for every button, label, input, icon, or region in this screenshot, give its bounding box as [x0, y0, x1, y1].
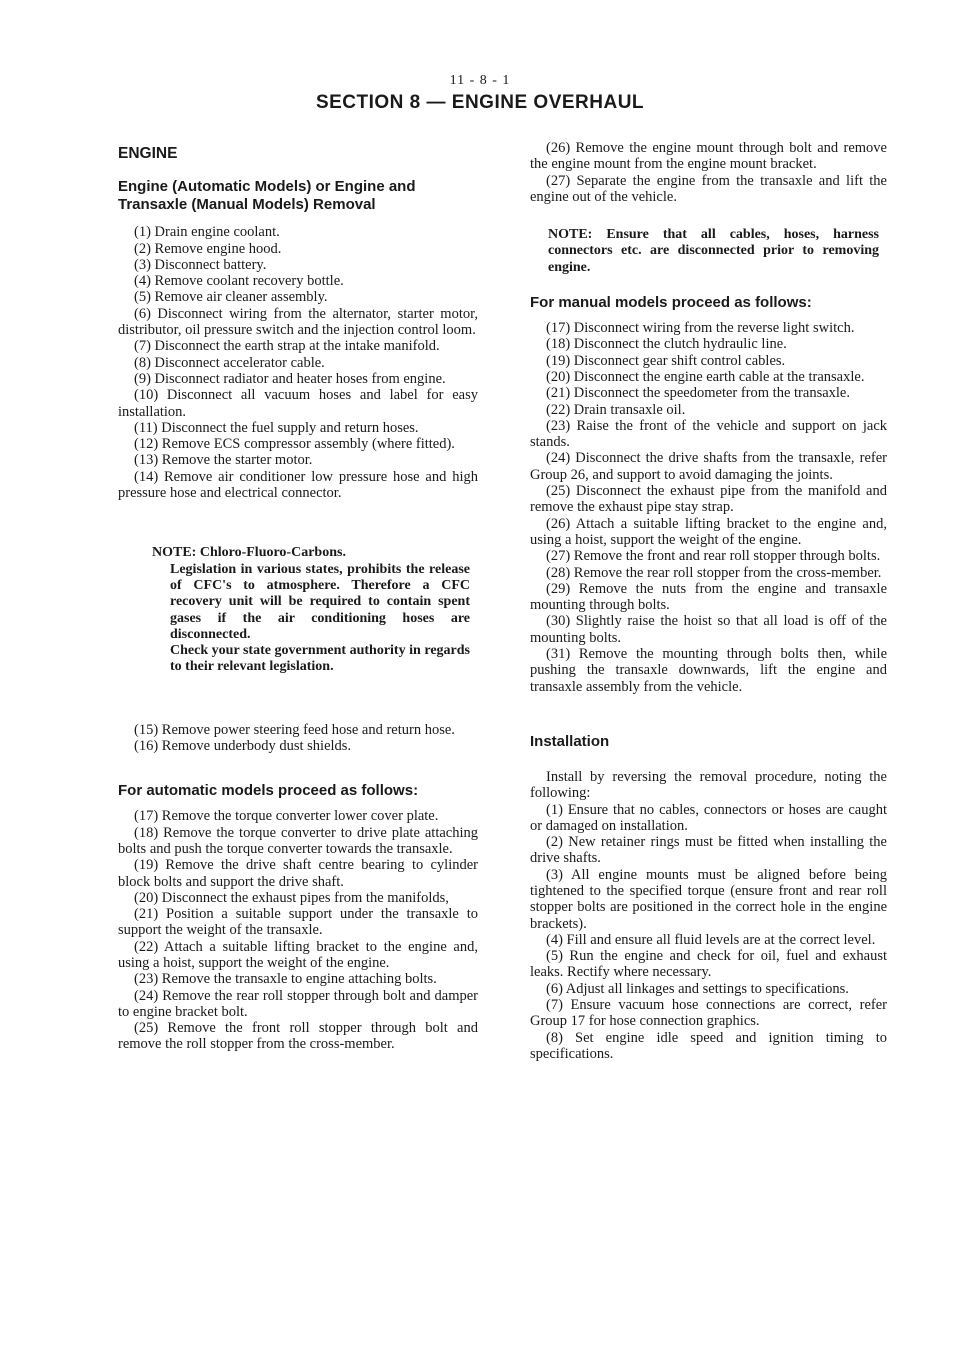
- step-item: (21) Disconnect the speedometer from the transaxle.: [546, 385, 850, 402]
- step-item: (3) Disconnect battery.: [134, 256, 267, 273]
- step-item: (14) Remove air conditioner low pressure hose and high pressure hose and electrical connector.: [118, 468, 478, 502]
- heading-installation: Installation: [530, 732, 610, 750]
- step-item: (25) Remove the front roll stopper through bolt and remove the roll stopper from the cross-member.: [118, 1020, 478, 1053]
- step-item: (27) Separate the engine from the transaxle and lift the engine out of the vehicle.: [530, 172, 887, 205]
- step-item: (6) Disconnect wiring from the alternator, starter motor, distributor, oil pressure switch and the injection control loom.: [118, 305, 478, 339]
- right-column: [530, 140, 887, 1062]
- note-disconnect: [548, 227, 879, 276]
- step-item: (7) Ensure vacuum hose connections are correct, refer Group 17 for hose connection graphics.: [530, 997, 887, 1030]
- step-item: (13) Remove the starter motor.: [134, 452, 313, 469]
- step-item: (21) Position a suitable support under the transaxle to support the weight of the transaxle.: [118, 906, 478, 939]
- step-item: (5) Run the engine and check for oil, fuel and exhaust leaks. Rectify where necessary.: [530, 948, 887, 981]
- step-item: (22) Attach a suitable lifting bracket to the engine and, using a hoist, support the weight of the engine.: [118, 938, 478, 971]
- note-cfc-check: Check your state government authority in regards to their relevant legislation.: [170, 643, 470, 675]
- step-item: (4) Fill and ensure all fluid levels are at the correct level.: [546, 931, 876, 948]
- step-item: (1) Drain engine coolant.: [134, 224, 280, 241]
- step-item: (26) Remove the engine mount through bolt and remove the engine mount from the engine mount bracket.: [530, 140, 887, 173]
- step-item: (29) Remove the nuts from the engine and transaxle mounting through bolts.: [530, 580, 887, 614]
- heading-manual: For manual models proceed as follows:: [530, 294, 812, 312]
- step-item: (18) Remove the torque converter to drive plate attaching bolts and push the torque converter towards the transaxle.: [118, 824, 478, 857]
- step-item: (4) Remove coolant recovery bottle.: [134, 273, 344, 290]
- steps-list-automatic: [118, 808, 478, 1052]
- step-item: (20) Disconnect the exhaust pipes from the manifolds,: [134, 889, 449, 906]
- step-item: (26) Attach a suitable lifting bracket to the engine and, using a hoist, support the weight of the engine.: [530, 515, 887, 548]
- step-item: (24) Disconnect the drive shafts from the transaxle, refer Group 26, and support to avoid damaging the joints.: [530, 450, 887, 483]
- step-item: (31) Remove the mounting through bolts then, while pushing the transaxle downwards, lift the engine and transaxle assembly from the vehicle.: [530, 646, 887, 695]
- step-item: (8) Set engine idle speed and ignition timing to specifications.: [530, 1029, 887, 1062]
- step-item: (24) Remove the rear roll stopper through bolt and damper to engine bracket bolt.: [118, 987, 478, 1020]
- heading-removal: Engine (Automatic Models) or Engine and Transaxle (Manual Models) Removal: [118, 178, 416, 214]
- step-item: (30) Slightly raise the hoist so that all load is off of the mounting bolts.: [530, 613, 887, 646]
- note-cfc-body: Legislation in various states, prohibits the release of CFC's to atmosphere. Therefore a CFC recovery unit will be required to contain spent gases if the air conditioning hoses are disconnected.: [170, 561, 470, 642]
- step-item: (5) Remove air cleaner assembly.: [134, 289, 328, 306]
- step-item: (2) New retainer rings must be fitted when installing the drive shafts.: [530, 834, 887, 867]
- step-item: (16) Remove underbody dust shields.: [134, 738, 352, 755]
- step-item: (15) Remove power steering feed hose and return hose.: [134, 721, 455, 738]
- step-item: (19) Remove the drive shaft centre bearing to cylinder block bolts and support the drive shaft.: [118, 857, 478, 890]
- steps-list-b: [118, 722, 478, 755]
- step-item: (20) Disconnect the engine earth cable at the transaxle.: [546, 368, 865, 385]
- step-item: (18) Disconnect the clutch hydraulic line.: [546, 336, 787, 353]
- left-column: [118, 140, 478, 1053]
- step-item: (12) Remove ECS compressor assembly (where fitted).: [134, 436, 455, 453]
- steps-list-automatic-cont: [530, 140, 887, 205]
- steps-list-installation: [530, 802, 887, 1063]
- note-disconnect-text: NOTE: Ensure that all cables, hoses, harness connectors etc. are disconnected prior to removing engine.: [548, 227, 879, 275]
- step-item: (10) Disconnect all vacuum hoses and label for easy installation.: [118, 387, 478, 420]
- step-item: (23) Raise the front of the vehicle and support on jack stands.: [530, 417, 887, 451]
- step-item: (1) Ensure that no cables, connectors or hoses are caught or damaged on installation.: [530, 801, 887, 834]
- note-cfc: [152, 545, 470, 675]
- step-item: (2) Remove engine hood.: [134, 240, 282, 257]
- step-item: (17) Disconnect wiring from the reverse light switch.: [546, 320, 855, 337]
- step-item: (27) Remove the front and rear roll stopper through bolts.: [546, 548, 881, 565]
- step-item: (3) All engine mounts must be aligned before being tightened to the specified torque (ensure front and rear roll stopper bolts are positioned in the correct hole in the engine brackets).: [530, 866, 887, 932]
- page-number: 11 - 8 - 1: [449, 73, 511, 88]
- heading-automatic: For automatic models proceed as follows:: [118, 782, 419, 800]
- steps-list-manual: [530, 320, 887, 695]
- step-item: (23) Remove the transaxle to engine attaching bolts.: [134, 971, 437, 988]
- step-item: (22) Drain transaxle oil.: [546, 401, 686, 418]
- step-item: (11) Disconnect the fuel supply and return hoses.: [134, 419, 419, 436]
- section-title: SECTION 8 — ENGINE OVERHAUL: [315, 92, 645, 113]
- step-item: (25) Disconnect the exhaust pipe from the manifold and remove the exhaust pipe stay strap.: [530, 483, 887, 516]
- installation-intro: Install by reversing the removal procedure, noting the following:: [530, 768, 887, 802]
- steps-list-a: [118, 224, 478, 501]
- step-item: (8) Disconnect accelerator cable.: [134, 354, 325, 371]
- note-cfc-title: NOTE: Chloro-Fluoro-Carbons.: [152, 545, 346, 561]
- step-item: (17) Remove the torque converter lower cover plate.: [134, 808, 439, 825]
- heading-engine: ENGINE: [118, 145, 178, 162]
- step-item: (19) Disconnect gear shift control cables.: [546, 352, 786, 369]
- step-item: (9) Disconnect radiator and heater hoses from engine.: [134, 370, 446, 387]
- step-item: (6) Adjust all linkages and settings to specifications.: [546, 980, 849, 997]
- step-item: (7) Disconnect the earth strap at the intake manifold.: [134, 338, 440, 355]
- step-item: (28) Remove the rear roll stopper from the cross-member.: [546, 564, 882, 581]
